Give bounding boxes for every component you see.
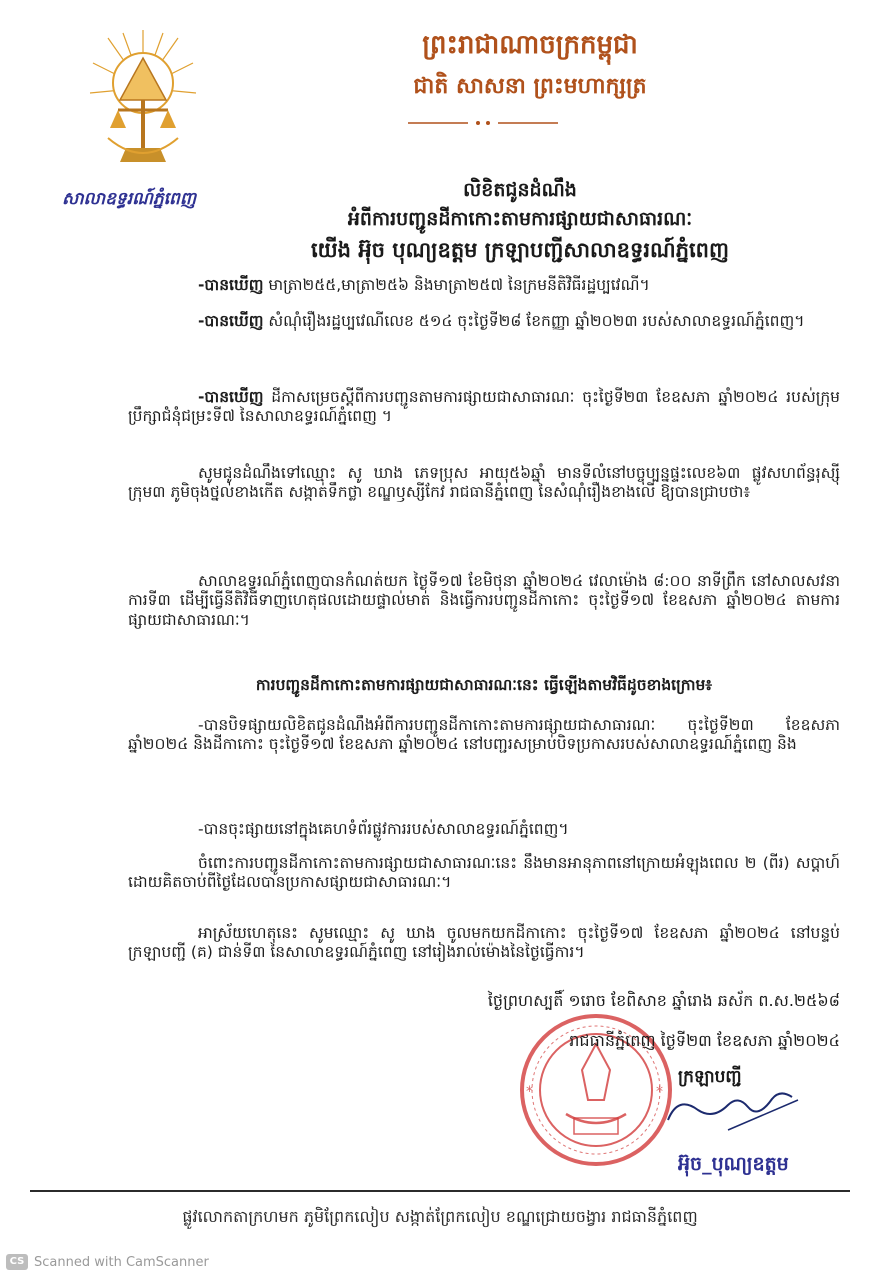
title-line-1: លិខិតជូនដំណឹង xyxy=(463,179,577,201)
scanner-text: Scanned with CamScanner xyxy=(34,1254,209,1270)
svg-text:*: * xyxy=(526,1084,533,1100)
camscanner-icon: CS xyxy=(6,1254,28,1270)
svg-text:*: * xyxy=(656,1084,663,1100)
seen-lead-1: -បានឃើញ xyxy=(198,276,264,294)
paragraph-conclusion: អាស្រ័យហេតុនេះ សូមឈ្មោះ សូ ឃាង ចូលមកយកដីកាកោះ ចុះថ្ងៃទី១៧ ខែឧសភា ឆ្នាំ២០២៤ នៅបន្ទប់ក្រឡាបញ្ជី (គ) ជាន់ទី៣ នៃសាលាឧទ្ធរណ៍ភ្នំពេញ នៅរៀងរាល់ម៉ោងនៃថ្ងៃធ្វើការ។ xyxy=(128,924,840,962)
paragraph-notify: សូមជូនដំណឹងទៅឈ្មោះ សូ ឃាង ភេទប្រុស អាយុ៥៦ឆ្នាំ មានទីលំនៅបច្ចុប្បន្នផ្ទះលេខ៦៣ ផ្លូវសហព័ន្ធរុស្ស៊ី ក្រុម៣ ភូមិចុងថ្នល់ខាងកើត សង្កាត់ទឹកថ្លា ខណ្ឌឫស្សីកែវ រាជធានីភ្នំពេញ នៃសំណុំរឿងខាងលើ ឱ្យបានជ្រាបថា៖ xyxy=(128,464,840,502)
kingdom-heading: ព្រះរាជាណាចក្រកម្ពុជា xyxy=(422,30,638,60)
seen-lead-3: -បានឃើញ xyxy=(198,388,264,406)
footer-divider xyxy=(30,1190,850,1192)
seen-text-2: សំណុំរឿងរដ្ឋប្បវេណីលេខ ៥១៤ ចុះថ្ងៃទី២៨ ខែកញ្ញា ឆ្នាំ២០២៣ របស់សាលាឧទ្ធរណ៍ភ្នំពេញ។ xyxy=(263,312,805,330)
paragraph-seen-3 xyxy=(128,388,840,427)
seen-text-1: មាត្រា២៥៥,មាត្រា២៥៦ និងមាត្រា២៥៧ នៃក្រមនីតិវិធីរដ្ឋប្បវេណី។ xyxy=(263,276,650,294)
footer-address: ផ្លូវលោកតាក្រហមក ភូមិព្រែកលៀប សង្កាត់ព្រែកលៀប ខណ្ឌជ្រោយចង្វារ រាជធានីភ្នំពេញ xyxy=(182,1207,698,1226)
signer-name: អ៊ុច_បុណ្យឧត្តម xyxy=(678,1153,789,1175)
document-title xyxy=(250,178,790,265)
court-name: សាលាឧទ្ធរណ៍ភ្នំពេញ xyxy=(61,189,197,209)
title-line-3: យើង អ៊ុច បុណ្យឧត្តម ក្រឡាបញ្ជីសាលាឧទ្ធរណ៍ភ្នំពេញ xyxy=(311,238,729,263)
divider-ornament xyxy=(408,116,558,130)
seen-lead-2: -បានឃើញ xyxy=(198,312,264,330)
paragraph-effect: ចំពោះការបញ្ជូនដីកាកោះតាមការផ្សាយជាសាធារណៈនេះ នឹងមានអានុភាពនៅក្រោយអំឡុងពេល ២ (ពីរ) សប្តាហ៍ ដោយគិតចាប់ពីថ្ងៃដែលបានប្រកាសផ្សាយជាសាធារណៈ។ xyxy=(128,854,840,892)
handwritten-signature xyxy=(628,1080,838,1140)
paragraph-website: -បានចុះផ្សាយនៅក្នុងគេហទំព័រផ្លូវការរបស់សាលាឧទ្ធរណ៍ភ្នំពេញ។ xyxy=(198,820,569,838)
signer-title: ក្រឡាបញ្ជី xyxy=(678,1067,742,1087)
paragraph-method-heading: ការបញ្ជូនដីកាកោះតាមការផ្សាយជាសាធារណៈនេះ ធ្វើឡើងតាមវិធីដូចខាងក្រោម៖ xyxy=(255,676,713,694)
national-motto: ជាតិ សាសនា ព្រះមហាក្សត្រ xyxy=(413,74,647,99)
paragraph-posted: -បានបិទផ្សាយលិខិតជូនដំណឹងអំពីការបញ្ជូនដីកាកោះតាមការផ្សាយជាសាធារណៈ ចុះថ្ងៃទី២៣ ខែឧសភា ឆ្នាំ២០២៤ និងដីកាកោះ ចុះថ្ងៃទី១៧ ខែឧសភា ឆ្នាំ២០២៤ នៅបញ្ជរសម្រាប់បិទប្រកាសរបស់សាលាឧទ្ធរណ៍ភ្នំពេញ និង xyxy=(128,716,840,754)
solar-date: រាជធានីភ្នំពេញ ថ្ងៃទី២៣ ខែឧសភា ឆ្នាំ២០២៤ xyxy=(569,1031,840,1050)
paragraph-seen-1 xyxy=(198,276,838,295)
title-line-2: អំពីការបញ្ជូនដីកាកោះតាមការផ្សាយជាសាធារណៈ xyxy=(347,207,693,230)
paragraph-seen-2 xyxy=(128,312,840,331)
court-emblem-logo xyxy=(88,28,198,173)
paragraph-hearing: សាលាឧទ្ធរណ៍ភ្នំពេញបានកំណត់យក ថ្ងៃទី១៧ ខែមិថុនា ឆ្នាំ២០២៤ វេលាម៉ោង ៨:០០ នាទីព្រឹក នៅសាលសវនាការទី៣ ដើម្បីធ្វើនីតិវិធីទាញហេតុផលដោយផ្ទាល់មាត់ និងធ្វើការបញ្ជូនដីកាកោះ ចុះថ្ងៃទី១៧ ខែឧសភា ឆ្នាំ២០២៤ តាមការផ្សាយជាសាធារណៈ។ xyxy=(128,572,840,629)
seen-text-3: ដីកាសម្រេចស្តីពីការបញ្ជូនតាមការផ្សាយជាសាធារណៈ ចុះថ្ងៃទី២៣ ខែឧសភា ឆ្នាំ២០២៤ របស់ក្រុមប្រឹក្សាជំនុំជម្រះទី៧ នៃសាលាឧទ្ធរណ៍ភ្នំពេញ ។ xyxy=(128,388,840,426)
lunar-date: ថ្ងៃព្រហស្បតិ៍ ១រោច ខែពិសាខ ឆ្នាំរោង ឆស័ក ព.ស.២៥៦៨ xyxy=(487,991,840,1010)
scanner-watermark xyxy=(6,1254,209,1270)
